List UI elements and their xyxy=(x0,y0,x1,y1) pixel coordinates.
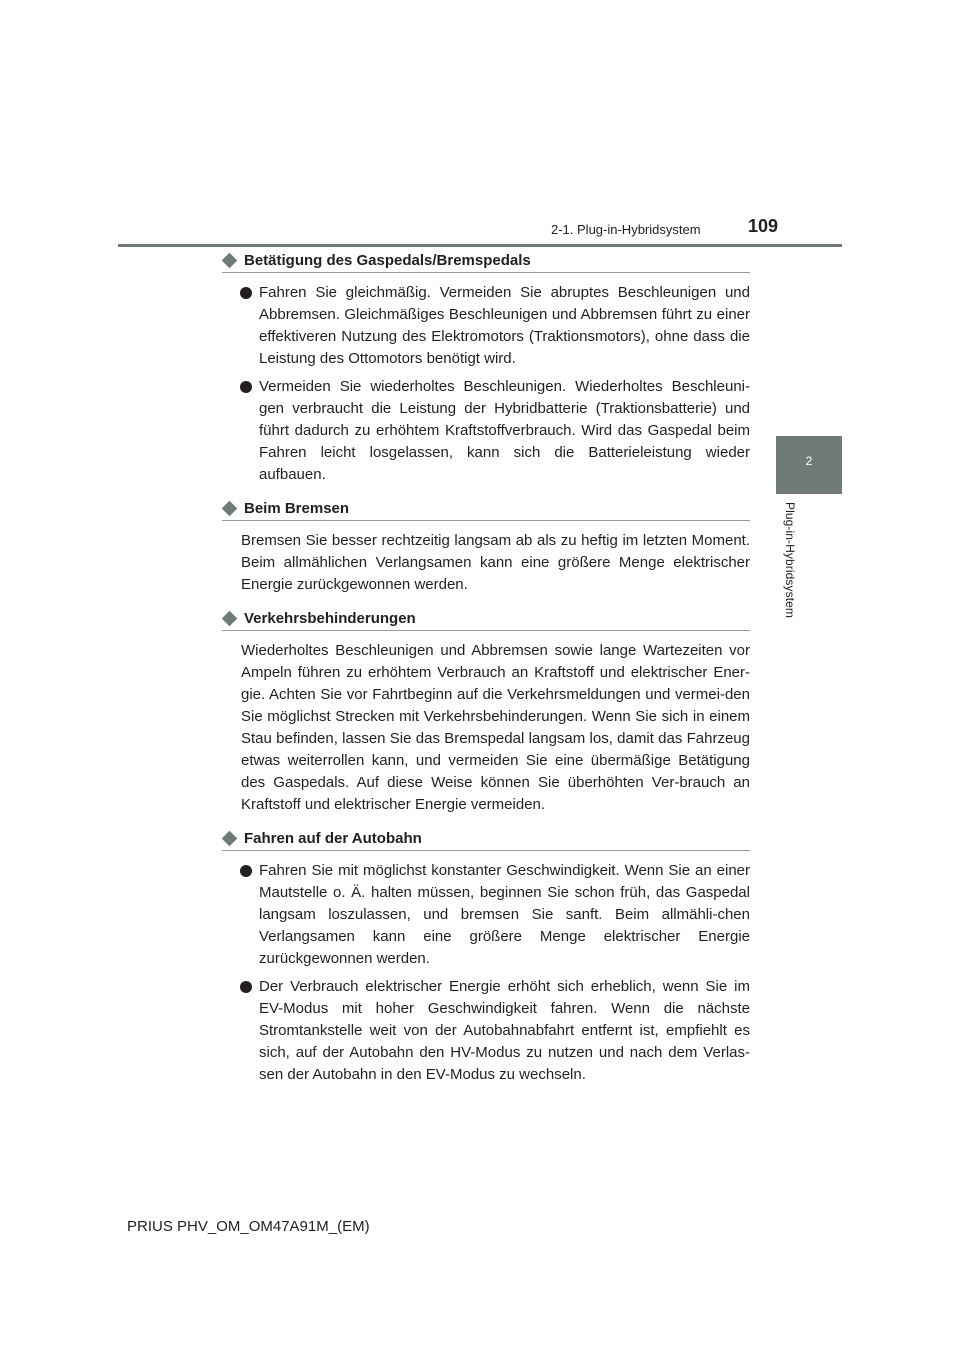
section-heading-text: Verkehrsbehinderungen xyxy=(244,610,416,627)
page-number: 109 xyxy=(748,216,779,236)
section-paragraph: Bremsen Sie besser rechtzeitig langsam ab als zu heftig im letzten Moment. Beim allmählichen Verlangsamen kann eine größere Menge elektrischer Energie zurückgewonnen werden. xyxy=(241,532,750,593)
list-item xyxy=(240,282,750,370)
footer-document-id: PRIUS PHV_OM_OM47A91M_(EM) xyxy=(127,1218,370,1235)
section-heading-text: Betätigung des Gaspedals/Bremspedals xyxy=(244,252,531,269)
section-gaspedal xyxy=(222,252,750,486)
diamond-bullet-icon xyxy=(222,501,238,517)
section-heading xyxy=(222,830,750,851)
section-bremsen xyxy=(222,500,750,596)
list-item-text: Der Verbrauch elektrischer Energie erhöht sich erheblich, wenn Sie im EV-Modus mit hoher Geschwindigkeit fahren. Wenn die nächste Stromtankstelle weit von der Autobahnabfahrt entfernt ist, empfiehlt es sich, auf der Autobahn den HV-Modus zu nutzen und nach dem Verlas-sen der Autobahn in den EV-Modus zu wechseln. xyxy=(259,978,750,1083)
section-paragraph: Wiederholtes Beschleunigen und Abbremsen sowie lange Wartezeiten vor Ampeln führen zu erhöhtem Verbrauch an Kraftstoff und elektrischer Ener-gie. Achten Sie vor Fahrtbeginn auf die Verkehrsmeldungen und vermei-den Sie möglichst Strecken mit Verkehrsbehinderungen. Wenn Sie sich in einem Stau befinden, lassen Sie das Bremspedal langsam los, damit das Fahrzeug etwas weiterrollen kann, und vermeiden Sie eine übermäßige Betätigung des Gaspedals. Auf diese Weise können Sie überhöhten Ver-brauch an Kraftstoff und elektrischer Energie vermeiden. xyxy=(241,642,750,813)
header-section-title: 2-1. Plug-in-Hybridsystem xyxy=(551,222,701,237)
section-heading-text: Fahren auf der Autobahn xyxy=(244,830,422,847)
diamond-bullet-icon xyxy=(222,253,238,269)
section-heading xyxy=(222,610,750,631)
list-item-text: Vermeiden Sie wiederholtes Beschleunigen. Wiederholtes Beschleuni-gen verbraucht die Leistung der Hybridbatterie (Traktionsbatterie) und führt dadurch zu erhöhtem Kraftstoffverbrauch. Wird das Gaspedal beim Fahren leicht losgelassen, kann sich die Batterieleistung wieder aufbauen. xyxy=(259,378,750,483)
dot-bullet-icon xyxy=(240,282,259,294)
section-verkehrsbehinderungen xyxy=(222,610,750,816)
list-item-text: Fahren Sie gleichmäßig. Vermeiden Sie abruptes Beschleunigen und Abbremsen. Gleichmäßiges Beschleunigen und Abbremsen führt zu einer effektiveren Nutzung des Elektromotors (Traktionsmotors), ohne dass die Leistung des Ottomotors benötigt wird. xyxy=(259,284,750,367)
section-heading-text: Beim Bremsen xyxy=(244,500,350,517)
list-item xyxy=(240,860,750,970)
header-divider xyxy=(118,244,842,247)
chapter-tab-title: Plug-in-Hybridsystem xyxy=(783,502,797,619)
list-item xyxy=(240,376,750,486)
page-content xyxy=(222,252,750,1100)
dot-bullet-icon xyxy=(240,976,259,988)
list-item xyxy=(240,976,750,1086)
section-heading xyxy=(222,500,750,521)
list-item-text: Fahren Sie mit möglichst konstanter Geschwindigkeit. Wenn Sie an einer Mautstelle o. Ä. halten müssen, beginnen Sie schon früh, das Gaspedal langsam loszulassen, und bremsen Sie sanft. Beim allmähli-chen Verlangsamen kann eine größere Menge elektrischer Energie zurückgewonnen werden. xyxy=(259,862,750,967)
diamond-bullet-icon xyxy=(222,831,238,847)
dot-bullet-icon xyxy=(240,860,259,872)
dot-bullet-icon xyxy=(240,376,259,388)
diamond-bullet-icon xyxy=(222,611,238,627)
chapter-tab-number: 2 xyxy=(805,454,813,468)
section-heading xyxy=(222,252,750,273)
section-autobahn xyxy=(222,830,750,1086)
